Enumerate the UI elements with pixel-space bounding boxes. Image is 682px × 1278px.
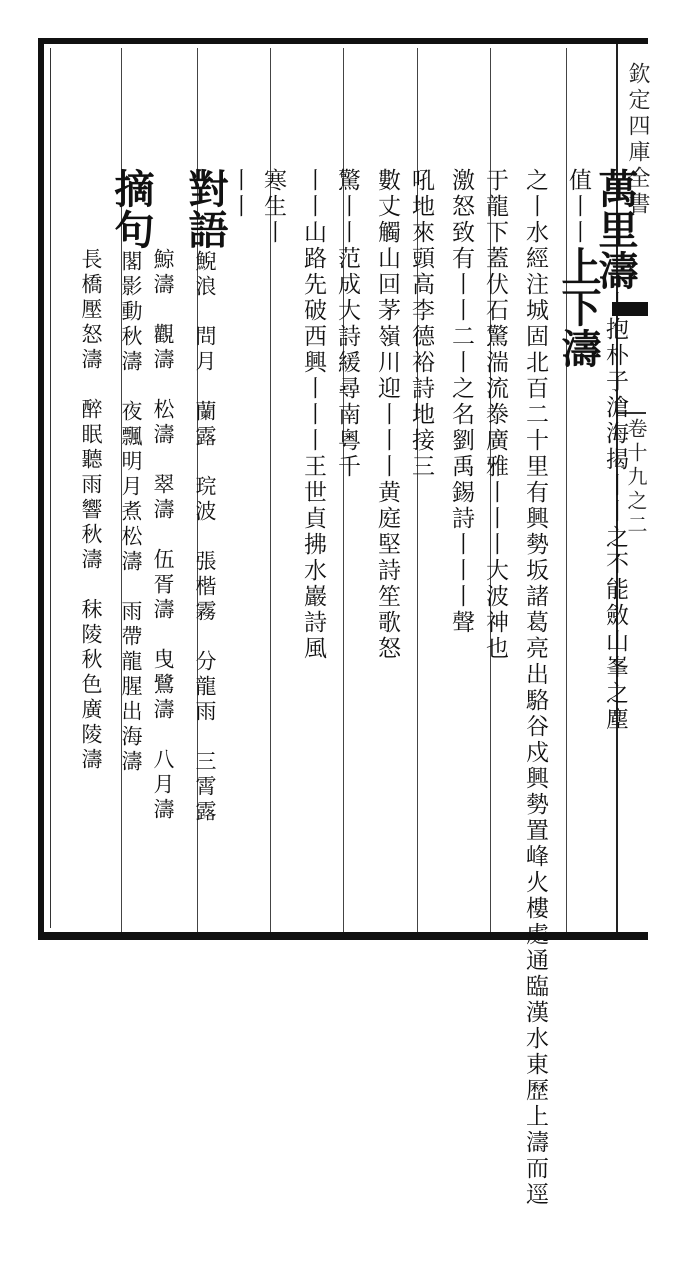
- entry-text: 丨丨: [226, 168, 252, 220]
- entry-text: 激怒致有丨丨二丨之名劉禹錫詩丨丨丨聲: [448, 168, 474, 636]
- entry-text: 水經注城固北百二十里有興勢坂諸葛亮出駱谷戍興勢置峰火樓處通臨漢水東歷上濤而逕: [522, 220, 548, 1208]
- zhaiju-row: 閣影動秋濤 夜飄明月煮松濤 雨帶龍腥出海濤: [119, 250, 143, 775]
- margin-volume-label: 卷十九之二: [624, 418, 648, 538]
- duiyu-row: 鯨濤 觀濤 松濤 翠濤 伍胥濤 曳鷺濤 八月濤: [151, 248, 175, 823]
- zhaiju-column: [56, 52, 125, 1012]
- entry-heading: 萬里濤: [592, 168, 639, 291]
- entry-text: 值丨丨: [565, 168, 591, 246]
- entry-text: 寒生丨: [260, 168, 286, 246]
- duiyu-label: 對語: [182, 168, 229, 250]
- entry-heading: 上下濤: [555, 246, 602, 369]
- entry-text: 吼地來頭高李德裕詩地接三: [408, 168, 434, 480]
- entry-text: 丨丨山路先破西興丨丨丨王世貞拂水巖詩風: [300, 168, 326, 662]
- zhaiju-row: 長橋壓怒濤 醉眠聽雨響秋濤 秣陵秋色廣陵濤: [79, 248, 103, 773]
- entry-text: 驚丨丨范成大詩緩尋南粵千: [334, 168, 360, 480]
- zhaiju-label: 摘句: [108, 168, 155, 250]
- duiyu-row: 鯢浪 問月 蘭露 琓波 張楷霧 分龍雨 三霄露: [193, 250, 217, 825]
- entry-text: 數丈觸山回茅嶺川迎丨丨丨黄庭堅詩笙歌怒: [374, 168, 400, 662]
- entry-text: 之丨: [522, 168, 548, 220]
- left-border-rule: [38, 38, 44, 940]
- entry-text: 于龍下蓋伏石驚湍流𣳾廣雅丨丨丨大波神也: [482, 168, 508, 662]
- entry-text: 丨抱朴子滄海揭丨丨之不能斂山峯之塵: [602, 291, 628, 733]
- inner-left-rule: [50, 48, 51, 928]
- top-border-rule: [38, 38, 648, 44]
- margin-book-title: 欽定四庫全書: [625, 62, 650, 218]
